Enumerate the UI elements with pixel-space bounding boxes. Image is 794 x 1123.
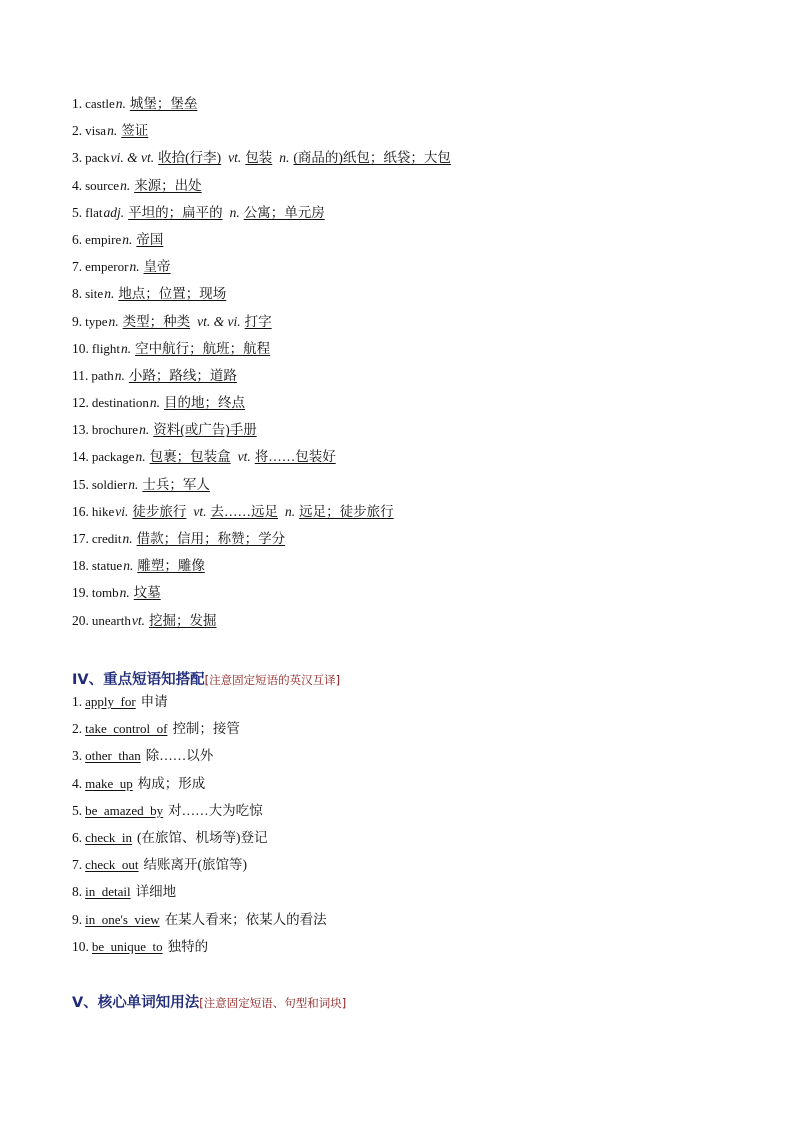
vocab-item	[72, 92, 457, 119]
item-number: 17.	[72, 531, 89, 546]
vocab-item	[72, 391, 457, 418]
part-of-speech: vi.	[115, 503, 129, 519]
section-iv-title: IV、重点短语知搭配	[72, 672, 205, 688]
item-number: 7.	[72, 259, 83, 275]
chinese-meaning: 独特的	[167, 938, 209, 954]
chinese-meaning: 去……远足	[210, 503, 279, 519]
english-word: unearth	[91, 612, 131, 628]
section-v-note: [注意固定短语、句型和词块]	[199, 996, 347, 1010]
chinese-meaning: 打字	[244, 313, 272, 329]
english-word: visa	[85, 123, 107, 139]
item-number: 11.	[72, 367, 89, 383]
part-of-speech: vt. & vi.	[197, 313, 241, 329]
part-of-speech: n.	[229, 204, 240, 220]
vocab-item	[72, 527, 457, 554]
english-word: credit	[91, 531, 122, 546]
item-number: 2.	[72, 123, 83, 139]
english-phrase: be unique to	[91, 938, 163, 954]
english-word: flat	[85, 204, 103, 220]
item-number: 19.	[72, 585, 89, 601]
english-word: emperor	[85, 259, 129, 275]
chinese-meaning: 空中航行；航班；航程	[135, 340, 271, 356]
section-v-title: V、核心单词知用法	[72, 995, 200, 1011]
item-number: 7.	[72, 857, 83, 873]
chinese-meaning: 目的地；终点	[164, 395, 246, 411]
chinese-meaning: 徒步旅行	[132, 503, 187, 519]
part-of-speech: n.	[119, 585, 130, 601]
chinese-meaning: 详细地	[135, 884, 177, 900]
part-of-speech: vt.	[193, 503, 207, 519]
chinese-meaning: 将……包装好	[254, 449, 336, 465]
chinese-meaning: 资料(或广告)手册	[153, 422, 257, 438]
vocab-item	[72, 146, 457, 173]
chinese-meaning: 雕塑；雕像	[137, 558, 205, 574]
vocab-item	[72, 201, 457, 228]
part-of-speech: n.	[108, 313, 119, 329]
item-number: 8.	[72, 286, 83, 302]
part-of-speech: n.	[128, 476, 139, 492]
item-number: 14.	[72, 449, 89, 465]
part-of-speech: n.	[115, 96, 126, 111]
english-phrase: check in	[85, 829, 133, 845]
vocab-item	[72, 255, 457, 282]
vocab-item	[72, 581, 457, 608]
chinese-meaning: 士兵；军人	[142, 476, 210, 492]
item-number: 3.	[72, 150, 83, 166]
phrase-item	[72, 935, 327, 962]
english-word: site	[85, 286, 104, 302]
part-of-speech: n.	[149, 395, 161, 411]
english-word: soldier	[91, 476, 128, 492]
item-number: 9.	[72, 911, 83, 927]
chinese-meaning: 包装	[245, 150, 273, 166]
part-of-speech: n.	[122, 231, 133, 247]
english-word: source	[85, 177, 120, 193]
item-number: 8.	[72, 884, 83, 900]
chinese-meaning: 在某人看来；依某人的看法	[164, 911, 327, 927]
item-number: 13.	[72, 422, 89, 438]
english-phrase: check out	[85, 857, 139, 873]
phrase-item	[72, 744, 327, 771]
chinese-meaning: 地点；位置；现场	[118, 286, 227, 302]
english-word: brochure	[91, 422, 139, 438]
phrase-item	[72, 690, 327, 717]
chinese-meaning: 除……以外	[145, 748, 214, 764]
english-phrase: in one's view	[85, 911, 160, 927]
english-word: type	[85, 313, 108, 329]
chinese-meaning: 对……大为吃惊	[168, 802, 263, 818]
phrase-item	[72, 826, 327, 853]
chinese-meaning: 收拾(行李)	[158, 150, 222, 166]
vocab-item	[72, 228, 457, 255]
item-number: 12.	[72, 395, 89, 411]
phrase-item	[72, 717, 327, 744]
english-word: empire	[85, 231, 122, 247]
part-of-speech: vt.	[131, 612, 145, 628]
part-of-speech: n.	[285, 503, 296, 519]
english-word: hike	[91, 503, 115, 519]
part-of-speech: n.	[104, 286, 115, 302]
vocab-item	[72, 609, 457, 636]
item-number: 4.	[72, 775, 83, 791]
english-word: destination	[91, 395, 149, 411]
chinese-meaning: 平坦的；扁平的	[128, 204, 223, 220]
item-number: 18.	[72, 558, 89, 574]
vocab-item	[72, 445, 457, 472]
english-word: castle	[85, 96, 115, 111]
chinese-meaning: 挖掘；发掘	[148, 612, 217, 628]
english-word: path	[91, 367, 114, 383]
chinese-meaning: 坟墓	[133, 585, 161, 601]
item-number: 2.	[72, 721, 83, 737]
chinese-meaning: 皇帝	[143, 259, 171, 275]
vocabulary-list	[72, 92, 457, 636]
part-of-speech: n.	[121, 340, 132, 356]
chinese-meaning: 远足；徒步旅行	[299, 503, 394, 519]
part-of-speech: n.	[279, 150, 290, 166]
english-phrase: other than	[85, 748, 141, 764]
part-of-speech: adj.	[103, 204, 125, 220]
item-number: 1.	[72, 694, 83, 709]
section-iv-note: [注意固定短语的英汉互译]	[204, 673, 341, 687]
english-phrase: apply for	[85, 694, 136, 709]
item-number: 5.	[72, 204, 83, 220]
chinese-meaning: 借款；信用；称赞；学分	[136, 531, 286, 546]
item-number: 20.	[72, 612, 89, 628]
part-of-speech: n.	[114, 367, 125, 383]
english-word: statue	[91, 558, 123, 574]
vocab-item	[72, 473, 457, 500]
phrase-item	[72, 880, 327, 907]
chinese-meaning: (在旅馆、机场等)登记	[137, 829, 268, 845]
chinese-meaning: 控制；接管	[172, 721, 240, 737]
chinese-meaning: 申请	[140, 694, 168, 709]
chinese-meaning: 城堡；堡垒	[129, 96, 198, 111]
item-number: 6.	[72, 231, 83, 247]
vocab-item	[72, 337, 457, 364]
phrase-item	[72, 799, 327, 826]
phrase-list	[72, 690, 327, 962]
chinese-meaning: 签证	[121, 123, 149, 139]
vocab-item	[72, 418, 457, 445]
chinese-meaning: 结账离开(旅馆等)	[143, 857, 248, 873]
chinese-meaning: 公寓；单元房	[243, 204, 325, 220]
item-number: 9.	[72, 313, 83, 329]
vocab-item	[72, 364, 457, 391]
english-phrase: make up	[85, 775, 133, 791]
phrase-item	[72, 908, 327, 935]
item-number: 10.	[72, 340, 89, 356]
item-number: 16.	[72, 503, 89, 519]
item-number: 15.	[72, 476, 89, 492]
part-of-speech: n.	[120, 177, 131, 193]
part-of-speech: n.	[122, 531, 133, 546]
item-number: 5.	[72, 802, 83, 818]
chinese-meaning: 来源；出处	[134, 177, 202, 193]
section-iv-heading	[72, 668, 340, 689]
part-of-speech: n.	[123, 558, 134, 574]
english-phrase: take control of	[85, 721, 168, 737]
vocab-item	[72, 310, 457, 337]
item-number: 6.	[72, 829, 83, 845]
item-number: 4.	[72, 177, 83, 193]
english-word: pack	[85, 150, 110, 166]
chinese-meaning: 帝国	[136, 231, 164, 247]
english-word: flight	[91, 340, 121, 356]
vocab-item	[72, 500, 457, 527]
chinese-meaning: 类型；种类	[122, 313, 191, 329]
english-phrase: be amazed by	[85, 802, 164, 818]
section-v-heading	[72, 991, 346, 1012]
vocab-item	[72, 554, 457, 581]
part-of-speech: vt.	[228, 150, 242, 166]
phrase-item	[72, 772, 327, 799]
item-number: 3.	[72, 748, 83, 764]
part-of-speech: n.	[135, 449, 146, 465]
item-number: 10.	[72, 938, 89, 954]
item-number: 1.	[72, 96, 83, 111]
chinese-meaning: 包裹；包装盒	[149, 449, 231, 465]
english-word: tomb	[91, 585, 119, 601]
chinese-meaning: (商品的)纸包；纸袋；大包	[293, 150, 451, 166]
part-of-speech: vt.	[237, 449, 251, 465]
chinese-meaning: 小路；路线；道路	[128, 367, 237, 383]
vocab-item	[72, 174, 457, 201]
chinese-meaning: 构成；形成	[137, 775, 206, 791]
english-phrase: in detail	[85, 884, 131, 900]
part-of-speech: n.	[107, 123, 118, 139]
english-word: package	[91, 449, 135, 465]
vocab-item	[72, 282, 457, 309]
vocab-item	[72, 119, 457, 146]
part-of-speech: vi. & vt.	[110, 150, 155, 166]
part-of-speech: n.	[139, 422, 150, 438]
phrase-item	[72, 853, 327, 880]
part-of-speech: n.	[129, 259, 140, 275]
